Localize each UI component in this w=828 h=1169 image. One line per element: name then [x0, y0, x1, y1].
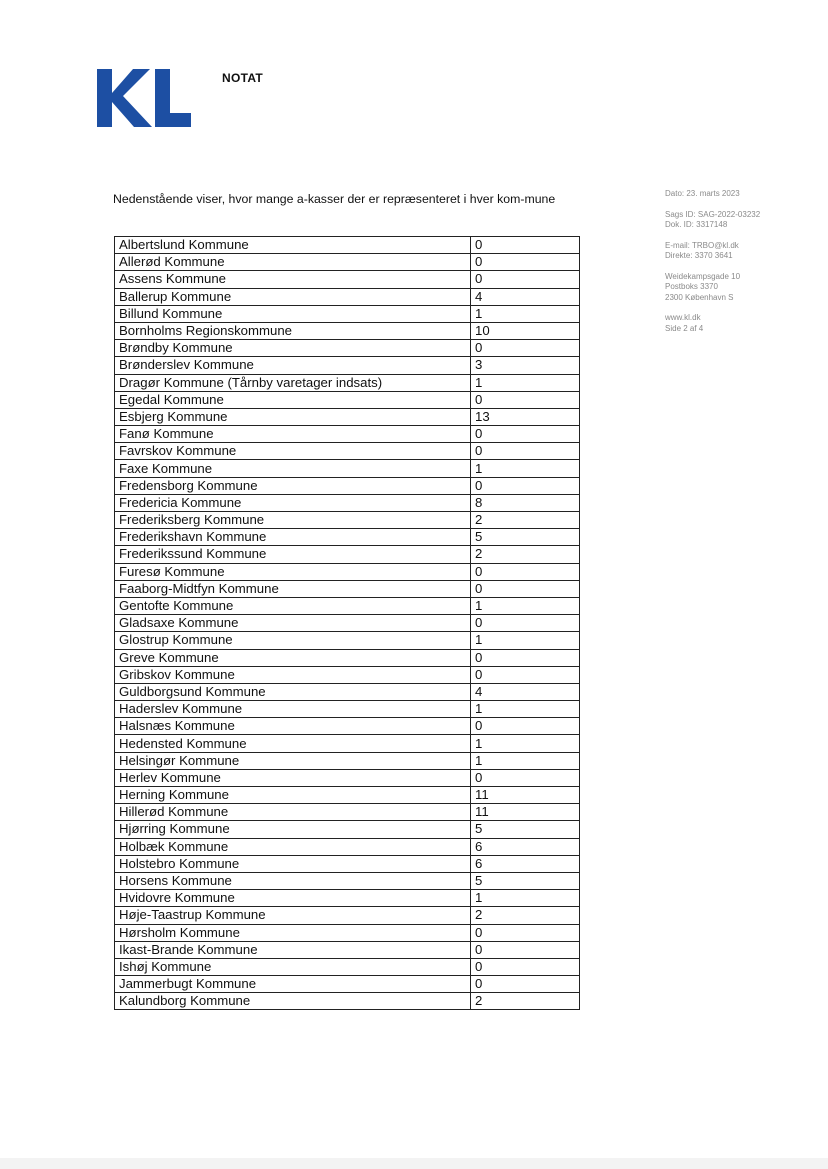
municipality-name-cell: Egedal Kommune	[115, 391, 471, 408]
a-kasse-count-cell: 0	[471, 924, 580, 941]
table-row	[115, 546, 580, 563]
municipality-name-cell: Faxe Kommune	[115, 460, 471, 477]
table-row	[115, 701, 580, 718]
dok-id-line: Dok. ID: 3317148	[665, 220, 728, 229]
table-row	[115, 838, 580, 855]
table-row	[115, 821, 580, 838]
kl-logo-mark	[97, 69, 191, 127]
municipality-name-cell: Bornholms Regionskommune	[115, 322, 471, 339]
municipality-name-cell: Gentofte Kommune	[115, 597, 471, 614]
table-row	[115, 357, 580, 374]
a-kasse-count-cell: 0	[471, 718, 580, 735]
municipality-name-cell: Hvidovre Kommune	[115, 890, 471, 907]
table-row	[115, 494, 580, 511]
table-row	[115, 477, 580, 494]
a-kasse-count-cell: 6	[471, 838, 580, 855]
table-row	[115, 271, 580, 288]
municipality-name-cell: Glostrup Kommune	[115, 632, 471, 649]
municipality-name-cell: Albertslund Kommune	[115, 237, 471, 254]
municipality-name-cell: Frederikshavn Kommune	[115, 529, 471, 546]
municipality-name-cell: Hillerød Kommune	[115, 804, 471, 821]
table-row	[115, 340, 580, 357]
table-row	[115, 752, 580, 769]
table-row	[115, 305, 580, 322]
municipality-name-cell: Faaborg-Midtfyn Kommune	[115, 580, 471, 597]
email-line: E-mail: TRBO@kl.dk	[665, 240, 739, 250]
municipality-name-cell: Herlev Kommune	[115, 769, 471, 786]
a-kasse-count-cell: 11	[471, 804, 580, 821]
table-row	[115, 683, 580, 700]
a-kasse-count-cell: 0	[471, 580, 580, 597]
table-row	[115, 872, 580, 889]
a-kasse-count-cell: 0	[471, 340, 580, 357]
table-row	[115, 769, 580, 786]
table-row	[115, 718, 580, 735]
table-row	[115, 804, 580, 821]
municipality-name-cell: Horsens Kommune	[115, 872, 471, 889]
table-row	[115, 890, 580, 907]
table-row	[115, 666, 580, 683]
municipality-name-cell: Frederiksberg Kommune	[115, 512, 471, 529]
a-kasse-count-cell: 2	[471, 546, 580, 563]
municipality-name-cell: Favrskov Kommune	[115, 443, 471, 460]
a-kasse-count-cell: 2	[471, 993, 580, 1010]
a-kasse-count-cell: 5	[471, 529, 580, 546]
document-type-label: NOTAT	[222, 71, 264, 85]
a-kasse-count-cell: 4	[471, 288, 580, 305]
a-kasse-count-cell: 1	[471, 597, 580, 614]
municipality-name-cell: Billund Kommune	[115, 305, 471, 322]
table-row	[115, 374, 580, 391]
municipality-name-cell: Holbæk Kommune	[115, 838, 471, 855]
table-row	[115, 958, 580, 975]
municipality-name-cell: Guldborgsund Kommune	[115, 683, 471, 700]
sags-id-line: Sags ID: SAG-2022-03232	[665, 209, 761, 219]
municipality-name-cell: Esbjerg Kommune	[115, 408, 471, 425]
table-row	[115, 512, 580, 529]
a-kasse-count-cell: 0	[471, 477, 580, 494]
a-kasse-count-cell: 0	[471, 666, 580, 683]
municipality-name-cell: Kalundborg Kommune	[115, 993, 471, 1010]
table-row	[115, 615, 580, 632]
a-kasse-count-cell: 0	[471, 254, 580, 271]
municipality-name-cell: Fanø Kommune	[115, 426, 471, 443]
table-row	[115, 460, 580, 477]
a-kasse-count-cell: 1	[471, 890, 580, 907]
municipality-name-cell: Holstebro Kommune	[115, 855, 471, 872]
page-number: Side 2 af 4	[665, 323, 704, 333]
address-line-1: Weidekampsgade 10	[665, 271, 741, 281]
municipality-name-cell: Greve Kommune	[115, 649, 471, 666]
table-row	[115, 391, 580, 408]
municipality-name-cell: Gladsaxe Kommune	[115, 615, 471, 632]
a-kasse-count-cell: 0	[471, 615, 580, 632]
date-line: Dato: 23. marts 2023	[665, 189, 740, 198]
municipality-table-body	[115, 237, 580, 1010]
sidebar-metadata	[665, 189, 815, 334]
municipality-name-cell: Hjørring Kommune	[115, 821, 471, 838]
table-row	[115, 597, 580, 614]
municipality-name-cell: Jammerbugt Kommune	[115, 976, 471, 993]
a-kasse-count-cell: 1	[471, 735, 580, 752]
table-row	[115, 529, 580, 546]
table-row	[115, 443, 580, 460]
municipality-name-cell: Fredericia Kommune	[115, 494, 471, 511]
a-kasse-count-cell: 4	[471, 683, 580, 700]
table-row	[115, 632, 580, 649]
municipality-name-cell: Dragør Kommune (Tårnby varetager indsats)	[115, 374, 471, 391]
municipality-name-cell: Herning Kommune	[115, 787, 471, 804]
table-row	[115, 237, 580, 254]
a-kasse-count-cell: 1	[471, 701, 580, 718]
municipality-name-cell: Frederikssund Kommune	[115, 546, 471, 563]
municipality-name-cell: Hedensted Kommune	[115, 735, 471, 752]
table-row	[115, 976, 580, 993]
a-kasse-count-cell: 1	[471, 632, 580, 649]
table-row	[115, 907, 580, 924]
municipality-name-cell: Ballerup Kommune	[115, 288, 471, 305]
a-kasse-count-cell: 3	[471, 357, 580, 374]
table-row	[115, 735, 580, 752]
table-row	[115, 855, 580, 872]
municipality-name-cell: Brønderslev Kommune	[115, 357, 471, 374]
table-row	[115, 408, 580, 425]
a-kasse-count-cell: 11	[471, 787, 580, 804]
a-kasse-count-cell: 0	[471, 237, 580, 254]
table-row	[115, 649, 580, 666]
a-kasse-count-cell: 0	[471, 941, 580, 958]
a-kasse-count-cell: 5	[471, 872, 580, 889]
a-kasse-count-cell: 0	[471, 958, 580, 975]
municipality-name-cell: Allerød Kommune	[115, 254, 471, 271]
a-kasse-count-cell: 13	[471, 408, 580, 425]
municipality-name-cell: Haderslev Kommune	[115, 701, 471, 718]
table-row	[115, 563, 580, 580]
a-kasse-count-cell: 0	[471, 563, 580, 580]
a-kasse-count-cell: 6	[471, 855, 580, 872]
municipality-name-cell: Gribskov Kommune	[115, 666, 471, 683]
a-kasse-count-cell: 1	[471, 752, 580, 769]
municipality-name-cell: Fredensborg Kommune	[115, 477, 471, 494]
table-row	[115, 322, 580, 339]
table-row	[115, 924, 580, 941]
direkte-line: Direkte: 3370 3641	[665, 251, 733, 260]
address-line-2: Postboks 3370	[665, 282, 718, 291]
a-kasse-count-cell: 10	[471, 322, 580, 339]
table-row	[115, 580, 580, 597]
a-kasse-count-cell: 1	[471, 374, 580, 391]
intro-paragraph: Nedenstående viser, hvor mange a-kasser der er repræsenteret i hver kom-mune	[113, 192, 556, 206]
municipality-name-cell: Halsnæs Kommune	[115, 718, 471, 735]
municipality-table	[114, 236, 580, 1010]
table-row	[115, 993, 580, 1010]
table-row	[115, 254, 580, 271]
a-kasse-count-cell: 5	[471, 821, 580, 838]
a-kasse-count-cell: 0	[471, 391, 580, 408]
a-kasse-count-cell: 0	[471, 426, 580, 443]
municipality-name-cell: Ishøj Kommune	[115, 958, 471, 975]
a-kasse-count-cell: 1	[471, 460, 580, 477]
a-kasse-count-cell: 0	[471, 443, 580, 460]
municipality-name-cell: Assens Kommune	[115, 271, 471, 288]
a-kasse-count-cell: 0	[471, 769, 580, 786]
table-row	[115, 787, 580, 804]
a-kasse-count-cell: 0	[471, 976, 580, 993]
municipality-name-cell: Brøndby Kommune	[115, 340, 471, 357]
scan-bottom-edge	[0, 1158, 828, 1169]
municipality-name-cell: Helsingør Kommune	[115, 752, 471, 769]
municipality-name-cell: Høje-Taastrup Kommune	[115, 907, 471, 924]
address-line-3: 2300 København S	[665, 292, 734, 302]
kl-logo	[97, 69, 191, 127]
table-row	[115, 941, 580, 958]
a-kasse-count-cell: 1	[471, 305, 580, 322]
a-kasse-count-cell: 2	[471, 907, 580, 924]
website-line: www.kl.dk	[665, 313, 701, 322]
municipality-name-cell: Ikast-Brande Kommune	[115, 941, 471, 958]
a-kasse-count-cell: 2	[471, 512, 580, 529]
a-kasse-count-cell: 0	[471, 649, 580, 666]
a-kasse-count-cell: 0	[471, 271, 580, 288]
table-row	[115, 288, 580, 305]
table-row	[115, 426, 580, 443]
a-kasse-count-cell: 8	[471, 494, 580, 511]
municipality-name-cell: Furesø Kommune	[115, 563, 471, 580]
municipality-name-cell: Hørsholm Kommune	[115, 924, 471, 941]
